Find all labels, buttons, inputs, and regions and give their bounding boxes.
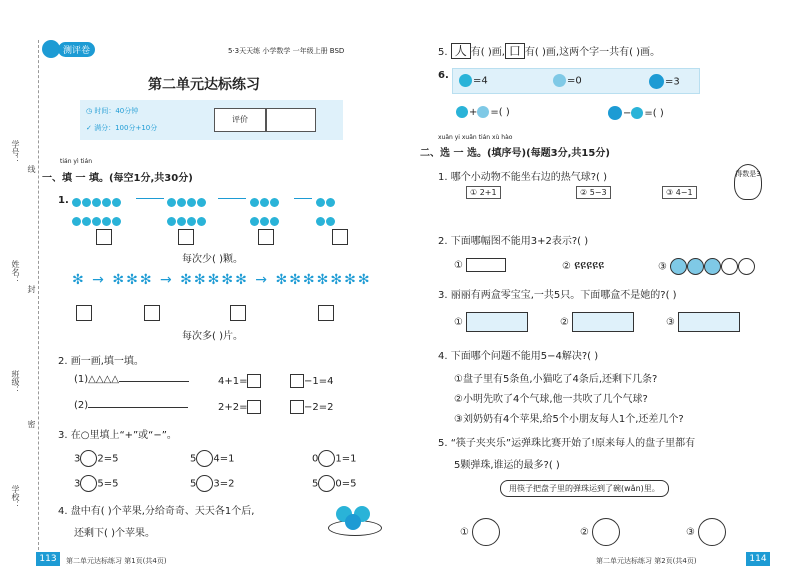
sidebar-school: 学校： bbox=[11, 485, 20, 509]
child-icon bbox=[592, 518, 620, 546]
arrow bbox=[136, 198, 164, 199]
q3-item bbox=[74, 450, 118, 467]
score-info: ✓ 满分：100分+10分 bbox=[86, 124, 158, 132]
s2-q1: 1. 哪个小动物不能坐右边的热气球?( ) bbox=[438, 172, 608, 183]
s2-q2-opt-label: ③ bbox=[658, 261, 667, 273]
s2-q2-opt[interactable] bbox=[454, 258, 506, 272]
q2-row2-eq bbox=[218, 400, 261, 414]
q2-row1-c: −1=4 bbox=[304, 376, 334, 387]
box-icon bbox=[466, 312, 528, 332]
grade-label: 评价 bbox=[214, 108, 266, 132]
q2-row1-eq bbox=[218, 374, 261, 388]
q2-row1-b: 4+1= bbox=[218, 376, 248, 387]
s2-q3-opt-label: ① bbox=[454, 317, 463, 328]
sidebar-class: 班级： bbox=[11, 370, 20, 394]
q3-circle[interactable] bbox=[318, 450, 335, 467]
q1-b-text: 每次多( )片。 bbox=[182, 331, 243, 342]
s2-q1-opt-text: ③ 4−1 bbox=[662, 186, 697, 199]
sidebar-name: 姓名： bbox=[11, 260, 20, 284]
q1-answer-box[interactable] bbox=[258, 226, 274, 245]
s2-q1-opt-text: ① 2+1 bbox=[466, 186, 501, 199]
q1b-answer-box[interactable] bbox=[230, 302, 246, 321]
s2-q2-opt-label: ② bbox=[562, 261, 571, 272]
time-info: ◷ 时间：40分钟 bbox=[86, 107, 139, 115]
s2-q3-opt[interactable] bbox=[666, 312, 740, 332]
s2-q1-opt-text: ② 5−3 bbox=[576, 186, 611, 199]
s2-q5-a: 5. “筷子夹夹乐”运弹珠比赛开始了!原来每人的盘子里都有 bbox=[438, 438, 696, 449]
sidebar-secret-mark: 密 bbox=[27, 420, 36, 428]
right-footer-text: 第二单元达标练习 第2页(共4页) bbox=[596, 557, 697, 565]
left-footer-text: 第二单元达标练习 第1页(共4页) bbox=[66, 557, 167, 565]
s2-q5-opt[interactable] bbox=[460, 518, 500, 546]
q1-label: 1. bbox=[58, 195, 69, 206]
watermelon-icon bbox=[608, 106, 622, 120]
q6-eq2 bbox=[553, 74, 582, 87]
s2-q2-opt[interactable] bbox=[562, 258, 604, 273]
right-page bbox=[400, 0, 800, 581]
q6-box bbox=[452, 68, 700, 94]
q2-row1-a: (1)△△△△ bbox=[74, 374, 119, 385]
q3-num: 5 bbox=[312, 478, 319, 490]
s2-q4-opt[interactable]: ②小明先吹了4个气球,他一共吹了几个气球? bbox=[454, 394, 648, 405]
s2-q4-opt[interactable]: ①盘子里有5条鱼,小猫吃了4条后,还剩下几条? bbox=[454, 374, 658, 385]
q6-label: 6. bbox=[438, 70, 449, 81]
arrow bbox=[294, 198, 312, 199]
q3-num: 5=5 bbox=[97, 478, 119, 490]
q1-answer-box[interactable] bbox=[96, 226, 112, 245]
q3-num: 4=1 bbox=[213, 453, 235, 465]
q6-e7: =( ) bbox=[644, 108, 664, 119]
q3-num: 0=5 bbox=[335, 478, 357, 490]
q3-item bbox=[74, 475, 118, 492]
q6-e6: − bbox=[623, 108, 632, 119]
info-box bbox=[80, 100, 343, 140]
time-text: 时间：40分钟 bbox=[94, 107, 139, 115]
q1b-answer-box[interactable] bbox=[144, 302, 160, 321]
s2-q5-opt-label: ① bbox=[460, 527, 469, 538]
s2-q1-opt[interactable] bbox=[466, 186, 501, 199]
s2-q5-opt[interactable] bbox=[686, 518, 726, 546]
q6-e3: =3 bbox=[665, 76, 680, 88]
q3-num: 5 bbox=[190, 453, 197, 465]
q3-num: 2=5 bbox=[97, 453, 119, 465]
section1-title: 一、填 一 填。(每空1分,共30分) bbox=[42, 173, 193, 184]
s2-q5-opt[interactable] bbox=[580, 518, 620, 546]
q3-num: 3 bbox=[74, 478, 81, 490]
q3-item bbox=[190, 450, 234, 467]
section2-title: 二、选 一 选。(填序号)(每题3分,共15分) bbox=[420, 148, 610, 159]
char-kou: 口 bbox=[505, 43, 525, 59]
box-icon bbox=[572, 312, 634, 332]
q3-circle[interactable] bbox=[80, 450, 97, 467]
section1-pinyin: tián yì tián bbox=[60, 158, 93, 165]
q6-eq5 bbox=[608, 106, 664, 120]
s2-q5-opt-label: ③ bbox=[686, 527, 695, 538]
child-icon bbox=[698, 518, 726, 546]
score-text: 满分：100分+10分 bbox=[94, 124, 158, 132]
q4-text-a: 4. 盘中有( )个苹果,分给奇奇、天天各1个后, bbox=[58, 506, 255, 517]
arrow bbox=[218, 198, 246, 199]
q6-e4: + bbox=[469, 107, 478, 118]
q2-row1-eq2 bbox=[290, 374, 333, 388]
q1b-answer-box[interactable] bbox=[318, 302, 334, 321]
q3-num: 0 bbox=[312, 453, 319, 465]
q2-title: 2. 画一画,填一填。 bbox=[58, 356, 144, 367]
s2-q4-opt[interactable]: ③刘奶奶有4个苹果,给5个小朋友每人1个,还差几个? bbox=[454, 414, 684, 425]
page-title: 第二单元达标练习 bbox=[148, 77, 260, 93]
q3-item bbox=[190, 475, 234, 492]
q1-answer-box[interactable] bbox=[178, 226, 194, 245]
q3-circle[interactable] bbox=[318, 475, 335, 492]
q6-e5: =( ) bbox=[490, 107, 510, 118]
s2-q1-opt[interactable] bbox=[576, 186, 611, 199]
apple-plate-icon bbox=[328, 502, 380, 534]
q5-text-b: 有( )画, bbox=[470, 47, 505, 58]
q3-circle[interactable] bbox=[80, 475, 97, 492]
binding-line bbox=[38, 40, 39, 560]
q1-a-text: 每次少( )颗。 bbox=[182, 254, 243, 265]
section2-pinyin: xuǎn yi xuǎn tián xù hào bbox=[438, 134, 513, 141]
left-page-number: 113 bbox=[36, 552, 60, 566]
q6-eq4 bbox=[456, 106, 510, 118]
s2-q4: 4. 下面哪个问题不能用5−4解决?( ) bbox=[438, 351, 599, 362]
s2-q5-b: 5颗弹珠,谁运的最多?( ) bbox=[454, 460, 560, 471]
q3-item bbox=[312, 450, 356, 467]
grade-input[interactable] bbox=[266, 108, 316, 132]
s2-q3-opt[interactable] bbox=[560, 312, 634, 332]
sidebar-seal-mark: 封 bbox=[27, 285, 36, 293]
char-ren: 人 bbox=[451, 43, 471, 59]
q3-circle[interactable] bbox=[196, 450, 213, 467]
q3-circle[interactable] bbox=[196, 475, 213, 492]
fruit-group-3 bbox=[250, 192, 290, 230]
series-label: 5·3天天练 小学数学 一年级上册 BSD bbox=[228, 47, 345, 55]
q1b-answer-box[interactable] bbox=[76, 302, 92, 321]
q5-text-c: 有( )画,这两个字一共有( )画。 bbox=[524, 47, 661, 58]
q3-title: 3. 在○里填上“+”或“−”。 bbox=[58, 430, 177, 441]
apple-icon bbox=[631, 107, 643, 119]
q3-num: 3=2 bbox=[213, 478, 235, 490]
sidebar-student-id: 学号： bbox=[11, 140, 20, 164]
fruit-group-1 bbox=[72, 192, 130, 230]
q2-row2-a: (2) bbox=[74, 400, 89, 411]
speech-bubble: 用筷子把盘子里的弹珠运到了碗(wǎn)里。 bbox=[500, 480, 669, 497]
apple-icon bbox=[456, 106, 468, 118]
q3-item bbox=[312, 475, 356, 492]
q6-e2: =0 bbox=[567, 75, 582, 87]
q5-line bbox=[438, 42, 660, 59]
leaf-row: ✻ → ✻✻✻ → ✻✻✻✻✻ → ✻✻✻✻✻✻✻ bbox=[72, 272, 372, 288]
abacus-icon bbox=[466, 258, 506, 272]
q3-num: 5 bbox=[190, 478, 197, 490]
q2-row2-c: −2=2 bbox=[304, 402, 334, 413]
s2-q1-opt[interactable] bbox=[662, 186, 697, 199]
q6-eq1 bbox=[459, 74, 488, 87]
seahorse-icons: ዩዩዩዩዩ bbox=[574, 258, 605, 272]
q6-e1: =4 bbox=[473, 75, 488, 87]
s2-q2: 2. 下面哪幅图不能用3+2表示?( ) bbox=[438, 236, 589, 247]
q2-row1-shapes bbox=[74, 374, 189, 385]
s2-q3: 3. 丽丽有两盒零宝宝,一共5只。下面哪盒不是她的?( ) bbox=[438, 290, 677, 301]
q1-answer-box[interactable] bbox=[332, 226, 348, 245]
q2-row2-b: 2+2= bbox=[218, 402, 248, 413]
test-badge: 测评卷 bbox=[58, 42, 95, 57]
q2-row2-shapes bbox=[74, 400, 188, 411]
hot-air-balloon: 得数是3 bbox=[734, 164, 762, 200]
box-icon bbox=[678, 312, 740, 332]
s2-q3-opt-label: ③ bbox=[666, 317, 675, 328]
child-icon bbox=[472, 518, 500, 546]
fruit-group-4 bbox=[316, 192, 346, 230]
q3-num: 1=1 bbox=[335, 453, 357, 465]
right-page-number: 114 bbox=[746, 552, 770, 566]
sidebar-line-mark: 线 bbox=[27, 165, 36, 173]
q3-num: 3 bbox=[74, 453, 81, 465]
s2-q2-opt[interactable] bbox=[658, 258, 755, 275]
s2-q2-opt-label: ① bbox=[454, 260, 463, 271]
fruit-group-2 bbox=[167, 192, 215, 230]
q5-label: 5. bbox=[438, 47, 448, 58]
s2-q5-opt-label: ② bbox=[580, 527, 589, 538]
q2-row2-eq2 bbox=[290, 400, 333, 414]
apple-icon bbox=[459, 74, 472, 87]
s2-q3-opt-label: ② bbox=[560, 317, 569, 328]
q4-text-b: 还剩下( )个苹果。 bbox=[74, 528, 155, 539]
s2-q3-opt[interactable] bbox=[454, 312, 528, 332]
pineapple-icon bbox=[477, 106, 489, 118]
watermelon-icon bbox=[649, 74, 664, 89]
pineapple-icon bbox=[553, 74, 566, 87]
q6-eq3 bbox=[649, 74, 680, 89]
